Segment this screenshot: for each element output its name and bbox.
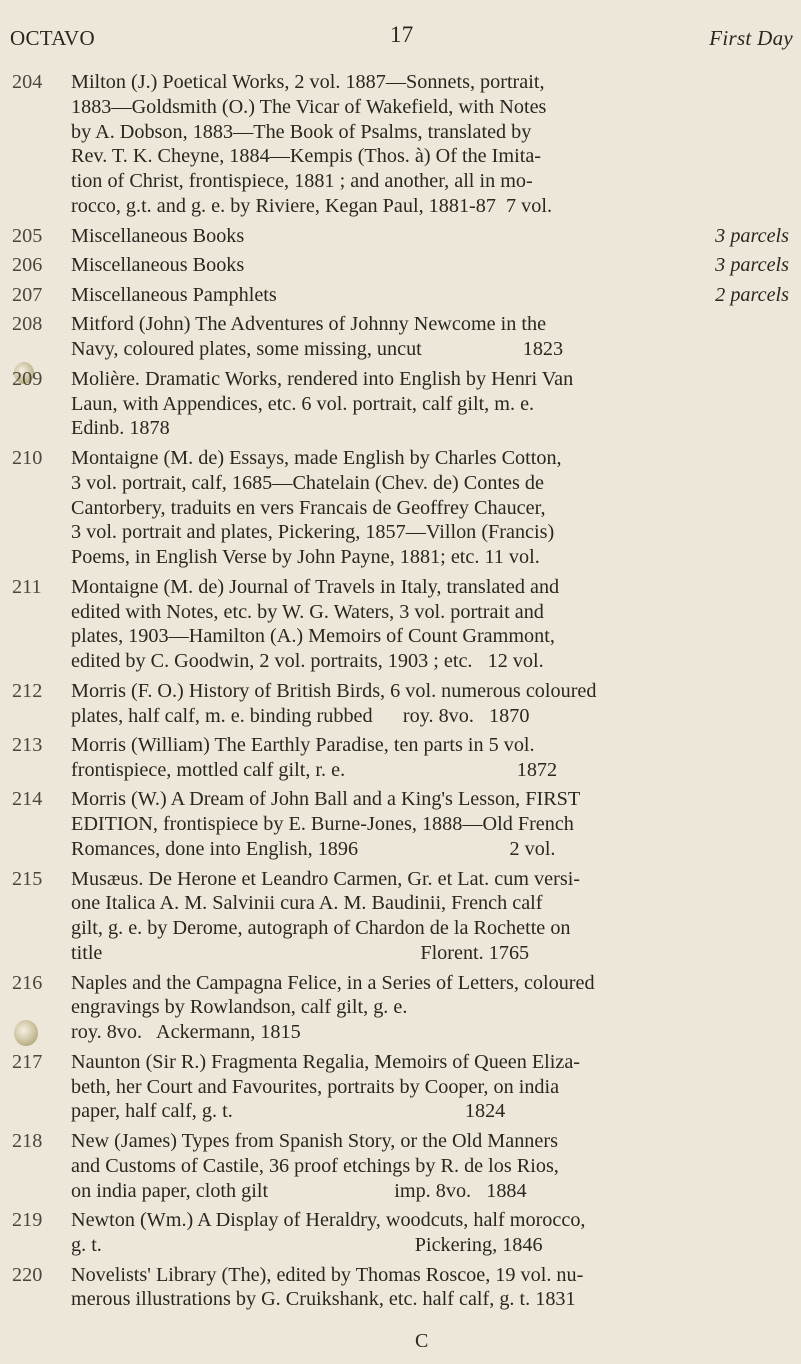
lot-quantity: 2 parcels — [715, 283, 789, 306]
description-line: Morris (William) The Earthly Paradise, ten parts in 5 vol. — [71, 734, 535, 757]
description-line: Novelists' Library (The), edited by Thomas Roscoe, 19 vol. nu- — [71, 1263, 584, 1286]
description-line: EDITION, frontispiece by E. Burne-Jones, 1888—Old French — [71, 813, 574, 836]
description-line: Milton (J.) Poetical Works, 2 vol. 1887—Sonnets, portrait, — [71, 71, 545, 93]
lot-number: 214 — [12, 788, 43, 811]
description-line: Naples and the Campagna Felice, in a Series of Letters, coloured — [71, 971, 595, 994]
lot-number: 219 — [12, 1209, 43, 1232]
description-line: 1883—Goldsmith (O.) The Vicar of Wakefield, with Notes — [71, 95, 547, 118]
lot-entry — [12, 733, 789, 783]
description-line: Cantorbery, traduits en vers Francais de Geoffrey Chaucer, — [71, 496, 546, 519]
description-line: one Italica A. M. Salvinii cura A. M. Baudinii, French calf — [71, 892, 543, 915]
description-line: plates, half calf, m. e. binding rubbed roy. 8vo. 1870 — [71, 704, 530, 727]
lot-quantity: 3 parcels — [715, 254, 789, 277]
lot-description — [71, 733, 789, 783]
lot-entry — [12, 1129, 789, 1203]
lot-description — [71, 679, 789, 729]
lot-number: 218 — [12, 1130, 43, 1153]
lot-description — [71, 1263, 789, 1313]
lot-entry — [12, 1208, 789, 1258]
description-line: Montaigne (M. de) Essays, made English by Charles Cotton, — [71, 446, 562, 469]
lot-description — [71, 70, 789, 219]
description-line: New (James) Types from Spanish Story, or the Old Manners — [71, 1130, 558, 1153]
description-line: g. t. Pickering, 1846 — [71, 1234, 543, 1257]
lot-entry — [12, 367, 789, 441]
lot-entry — [12, 253, 789, 278]
description-line: Morris (F. O.) History of British Birds, 6 vol. numerous coloured — [71, 679, 597, 702]
lot-description — [71, 575, 789, 674]
description-line: Naunton (Sir R.) Fragmenta Regalia, Memoirs of Queen Eliza- — [71, 1050, 581, 1073]
lot-entry — [12, 679, 789, 729]
description-line: merous illustrations by G. Cruikshank, etc. half calf, g. t. 1831 — [71, 1288, 576, 1311]
description-line: Molière. Dramatic Works, rendered into English by Henri Van — [71, 367, 574, 390]
page-number: 17 — [390, 22, 414, 47]
lot-entry — [12, 1050, 789, 1124]
description-line: Edinb. 1878 — [71, 417, 170, 440]
lot-list — [12, 70, 789, 1317]
description-line: Mitford (John) The Adventures of Johnny Newcome in the — [71, 313, 547, 336]
description-line: gilt, g. e. by Derome, autograph of Chardon de la Rochette on — [71, 917, 571, 940]
header-sale-day: First Day — [709, 26, 793, 50]
lot-number: 210 — [12, 446, 43, 469]
lot-title: Miscellaneous Pamphlets — [71, 283, 277, 306]
lot-number: 208 — [12, 313, 43, 336]
description-line: Rev. T. K. Cheyne, 1884—Kempis (Thos. à) Of the Imita- — [71, 145, 542, 168]
lot-entry — [12, 971, 789, 1045]
lot-description — [71, 367, 789, 441]
signature-mark: C — [415, 1330, 429, 1352]
lot-number: 206 — [12, 254, 43, 277]
lot-number: 209 — [12, 367, 43, 390]
lot-entry — [12, 575, 789, 674]
running-header — [10, 22, 793, 52]
description-line: Laun, with Appendices, etc. 6 vol. portrait, calf gilt, m. e. — [71, 392, 535, 415]
description-line: paper, half calf, g. t. 1824 — [71, 1100, 506, 1123]
lot-description — [71, 867, 789, 966]
description-line: Romances, done into English, 1896 2 vol. — [71, 838, 556, 861]
lot-title: Miscellaneous Books — [71, 224, 245, 247]
lot-number: 211 — [12, 575, 42, 598]
lot-description — [71, 312, 789, 362]
lot-entry — [12, 867, 789, 966]
description-line: edited with Notes, etc. by W. G. Waters, 3 vol. portrait and — [71, 600, 544, 623]
lot-entry — [12, 787, 789, 861]
lot-entry — [12, 70, 789, 219]
lot-description — [71, 971, 789, 1045]
description-line: Montaigne (M. de) Journal of Travels in Italy, translated and — [71, 575, 560, 598]
description-line: Navy, coloured plates, some missing, uncut 1823 — [71, 338, 564, 361]
description-line: engravings by Rowlandson, calf gilt, g. e. — [71, 996, 408, 1019]
lot-entry — [12, 1263, 789, 1313]
lot-number: 204 — [12, 71, 43, 93]
description-line: 3 vol. portrait and plates, Pickering, 1857—Villon (Francis) — [71, 521, 555, 544]
lot-entry — [12, 224, 789, 249]
lot-number: 205 — [12, 224, 43, 247]
description-line: and Customs of Castile, 36 proof etchings by R. de los Rios, — [71, 1154, 559, 1177]
description-line: beth, her Court and Favourites, portraits by Cooper, on india — [71, 1075, 560, 1098]
lot-description — [71, 446, 789, 570]
description-line: roy. 8vo. Ackermann, 1815 — [71, 1021, 301, 1044]
lot-description — [71, 787, 789, 861]
description-line: Newton (Wm.) A Display of Heraldry, woodcuts, half morocco, — [71, 1209, 586, 1232]
lot-number: 213 — [12, 734, 43, 757]
description-line: by A. Dobson, 1883—The Book of Psalms, translated by — [71, 120, 532, 143]
lot-description — [71, 1050, 789, 1124]
description-line: Morris (W.) A Dream of John Ball and a King's Lesson, FIRST — [71, 788, 581, 811]
description-line: frontispiece, mottled calf gilt, r. e. 1872 — [71, 758, 558, 781]
description-line: rocco, g.t. and g. e. by Riviere, Kegan Paul, 1881-87 7 vol. — [71, 194, 553, 217]
lot-number: 220 — [12, 1263, 43, 1286]
lot-entry — [12, 312, 789, 362]
lot-quantity: 3 parcels — [715, 224, 789, 247]
lot-number: 207 — [12, 283, 43, 306]
description-line: title Florent. 1765 — [71, 942, 530, 965]
lot-description — [71, 1129, 789, 1203]
lot-description — [71, 1208, 789, 1258]
description-line: Musæus. De Herone et Leandro Carmen, Gr. et Lat. cum versi- — [71, 867, 581, 890]
lot-number: 217 — [12, 1050, 43, 1073]
lot-entry — [12, 446, 789, 570]
description-line: tion of Christ, frontispiece, 1881 ; and another, all in mo- — [71, 170, 533, 193]
lot-number: 212 — [12, 679, 43, 702]
description-line: 3 vol. portrait, calf, 1685—Chatelain (Chev. de) Contes de — [71, 471, 544, 494]
lot-title: Miscellaneous Books — [71, 254, 245, 277]
header-format: OCTAVO — [10, 26, 95, 50]
lot-number: 215 — [12, 867, 43, 890]
description-line: plates, 1903—Hamilton (A.) Memoirs of Count Grammont, — [71, 625, 555, 648]
description-line: on india paper, cloth gilt imp. 8vo. 1884 — [71, 1179, 527, 1202]
lot-number: 216 — [12, 971, 43, 994]
description-line: edited by C. Goodwin, 2 vol. portraits, 1903 ; etc. 12 vol. — [71, 650, 544, 673]
lot-entry — [12, 283, 789, 308]
description-line: Poems, in English Verse by John Payne, 1881; etc. 11 vol. — [71, 546, 540, 569]
